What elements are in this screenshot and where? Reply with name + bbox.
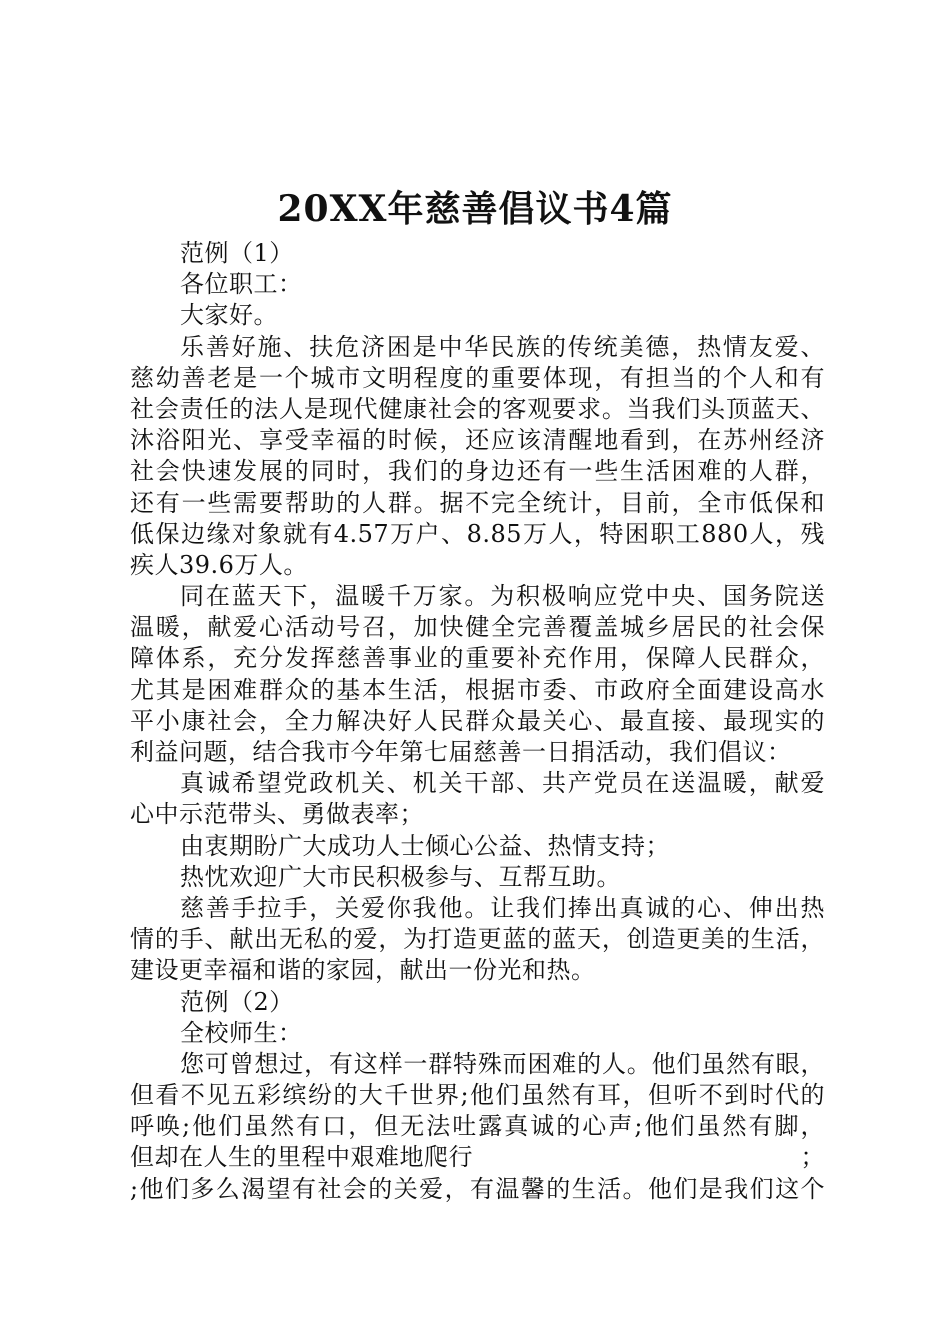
salutation: 各位职工： bbox=[180, 270, 303, 299]
section-heading-1: 范例（1） bbox=[180, 239, 294, 267]
paragraph-line: 呼唤;他们虽然有口，但无法吐露真诚的心声;他们虽然有脚， bbox=[130, 1112, 825, 1141]
paragraph-line-text: 但却在人生的里程中艰难地爬行 bbox=[130, 1143, 473, 1172]
document-body bbox=[130, 238, 825, 1205]
paragraph-line: 心中示范带头、勇做表率； bbox=[130, 800, 424, 829]
greeting: 大家好。 bbox=[180, 301, 278, 330]
paragraph-line: 障体系，充分发挥慈善事业的重要补充作用，保障人民群众， bbox=[130, 644, 825, 673]
paragraph-line: 疾人39.6万人。 bbox=[130, 550, 308, 579]
salutation: 全校师生： bbox=[180, 1018, 303, 1047]
paragraph-line: 尤其是困难群众的基本生活，根据市委、市政府全面建设高水 bbox=[130, 675, 825, 704]
paragraph-line: 慈善手拉手，关爱你我他。让我们捧出真诚的心、伸出热 bbox=[180, 893, 825, 922]
document-title: 20XX年慈善倡议书4篇 bbox=[277, 188, 673, 230]
paragraph-line: 还有一些需要帮助的人群。据不完全统计，目前，全市低保和 bbox=[130, 488, 825, 517]
paragraph-line: 社会快速发展的同时，我们的身边还有一些生活困难的人群， bbox=[130, 457, 825, 486]
paragraph-line: 沐浴阳光、享受幸福的时候，还应该清醒地看到，在苏州经济 bbox=[130, 426, 825, 455]
paragraph-line: 真诚希望党政机关、机关干部、共产党员在送温暖，献爱 bbox=[180, 769, 825, 798]
paragraph-line: 情的手、献出无私的爱，为打造更蓝的蓝天，创造更美的生活， bbox=[130, 925, 825, 954]
paragraph-line: 乐善好施、扶危济困是中华民族的传统美德，热情友爱、 bbox=[180, 332, 825, 361]
paragraph-line-punctuation: ； bbox=[800, 1143, 825, 1172]
paragraph-line: 建设更幸福和谐的家园，献出一份光和热。 bbox=[130, 956, 596, 985]
paragraph-line: 利益问题，结合我市今年第七届慈善一日捐活动，我们倡议： bbox=[130, 738, 792, 766]
section-heading-2: 范例（2） bbox=[180, 987, 294, 1016]
paragraph-line: 热忱欢迎广大市民积极参与、互帮互助。 bbox=[180, 862, 621, 891]
paragraph-line: 社会责任的法人是现代健康社会的客观要求。当我们头顶蓝天、 bbox=[130, 394, 825, 423]
paragraph-line: 由衷期盼广大成功人士倾心公益、热情支持； bbox=[180, 831, 670, 860]
paragraph-line: 您可曾想过，有这样一群特殊而困难的人。他们虽然有眼， bbox=[180, 1049, 825, 1078]
paragraph-line bbox=[130, 1142, 825, 1173]
paragraph-line: 温暖，献爱心活动号召，加快健全完善覆盖城乡居民的社会保 bbox=[130, 613, 825, 642]
paragraph-line: 平小康社会，全力解决好人民群众最关心、最直接、最现实的 bbox=[130, 706, 825, 735]
paragraph-line: ;他们多么渴望有社会的关爱，有温馨的生活。他们是我们这个 bbox=[130, 1174, 825, 1203]
paragraph-line: 慈幼善老是一个城市文明程度的重要体现，有担当的个人和有 bbox=[130, 363, 825, 392]
paragraph-line: 同在蓝天下，温暖千万家。为积极响应党中央、国务院送 bbox=[180, 582, 825, 611]
paragraph-line: 但看不见五彩缤纷的大千世界;他们虽然有耳，但听不到时代的 bbox=[130, 1081, 825, 1110]
paragraph-line: 低保边缘对象就有4.57万户、8.85万人，特困职工880人，残 bbox=[130, 519, 825, 548]
